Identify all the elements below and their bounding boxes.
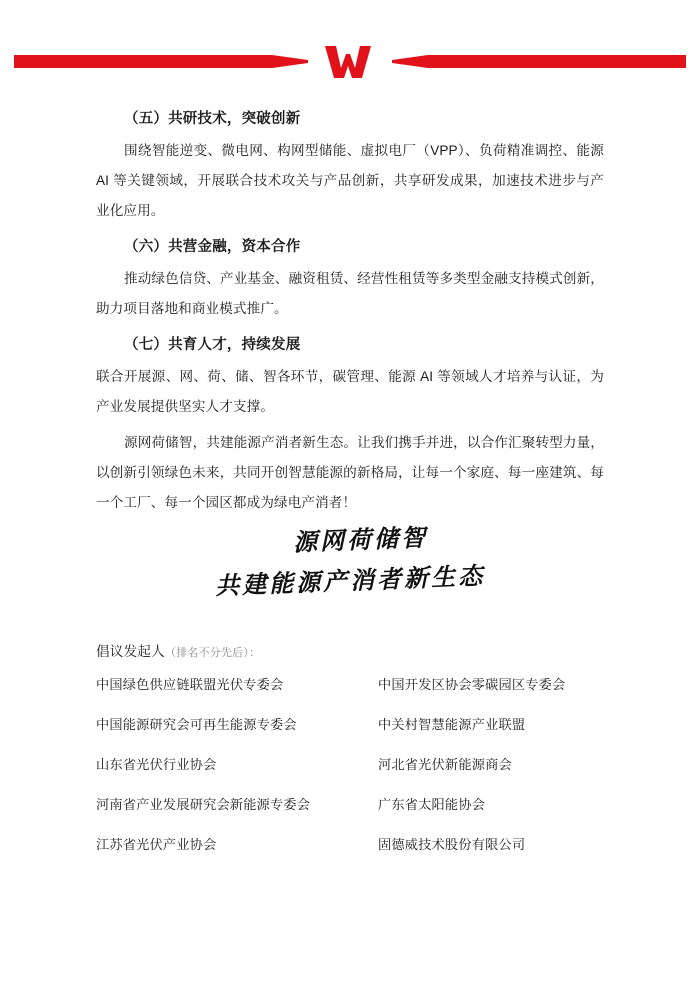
list-item: 江苏省光伏产业协会 — [96, 837, 217, 852]
list-item: 河南省产业发展研究会新能源专委会 — [96, 797, 311, 812]
handwritten-slogan — [0, 520, 700, 601]
closing-paragraph: 源网荷储智，共建能源产消者新生态。让我们携手并进，以合作汇聚转型力量，以创新引领绿色未来，共同开创智慧能源的新格局，让每一个家庭、每一座建筑、每一个工厂、每一个园区都成为绿电产消者！ — [96, 435, 604, 510]
slogan-line-2: 共建能源产消者新生态 — [214, 563, 486, 601]
document-body — [96, 104, 604, 524]
list-item: 山东省光伏行业协会 — [96, 757, 217, 772]
header-bar-left — [14, 55, 272, 68]
sponsors-title — [96, 640, 616, 660]
section-heading-7: （七）共育人才，持续发展 — [124, 337, 301, 353]
list-item: 河北省光伏新能源商会 — [378, 757, 512, 772]
section-body-5: 围绕智能逆变、微电网、构网型储能、虚拟电厂（VPP）、负荷精准调控、能源 AI 等关键领域，开展联合技术攻关与产品创新，共享研发成果，加速技术进步与产业化应用。 — [96, 143, 604, 218]
header-taper-left — [272, 55, 308, 68]
list-item: 广东省太阳能协会 — [378, 797, 486, 812]
list-item: 中关村智慧能源产业联盟 — [378, 717, 526, 732]
list-item: 中国开发区协会零碳园区专委会 — [378, 677, 566, 692]
list-item: 固德威技术股份有限公司 — [378, 837, 526, 852]
w-logo-icon — [319, 42, 381, 82]
header-taper-right — [392, 55, 428, 68]
header-bar-right — [428, 55, 686, 68]
list-item: 中国能源研究会可再生能源专委会 — [96, 717, 297, 732]
section-body-7: 联合开展源、网、荷、储、智各环节，碳管理、能源 AI 等领域人才培养与认证，为产业发展提供坚实人才支撑。 — [96, 369, 604, 414]
header-ornament — [0, 42, 700, 82]
sponsors-list — [96, 674, 616, 853]
section-heading-6: （六）共营金融，资本合作 — [124, 239, 301, 255]
slogan-line-1: 源网荷储智 — [292, 525, 429, 557]
section-body-6: 推动绿色信贷、产业基金、融资租赁、经营性租赁等多类型金融支持模式创新，助力项目落地和商业模式推广。 — [96, 271, 604, 316]
list-item: 中国绿色供应链联盟光伏专委会 — [96, 677, 284, 692]
sponsors-title-label: 倡议发起人 — [96, 644, 165, 659]
sponsors-title-note: （排名不分先后）： — [164, 647, 261, 659]
section-heading-5: （五）共研技术，突破创新 — [124, 111, 301, 127]
sponsors-section — [96, 640, 616, 853]
